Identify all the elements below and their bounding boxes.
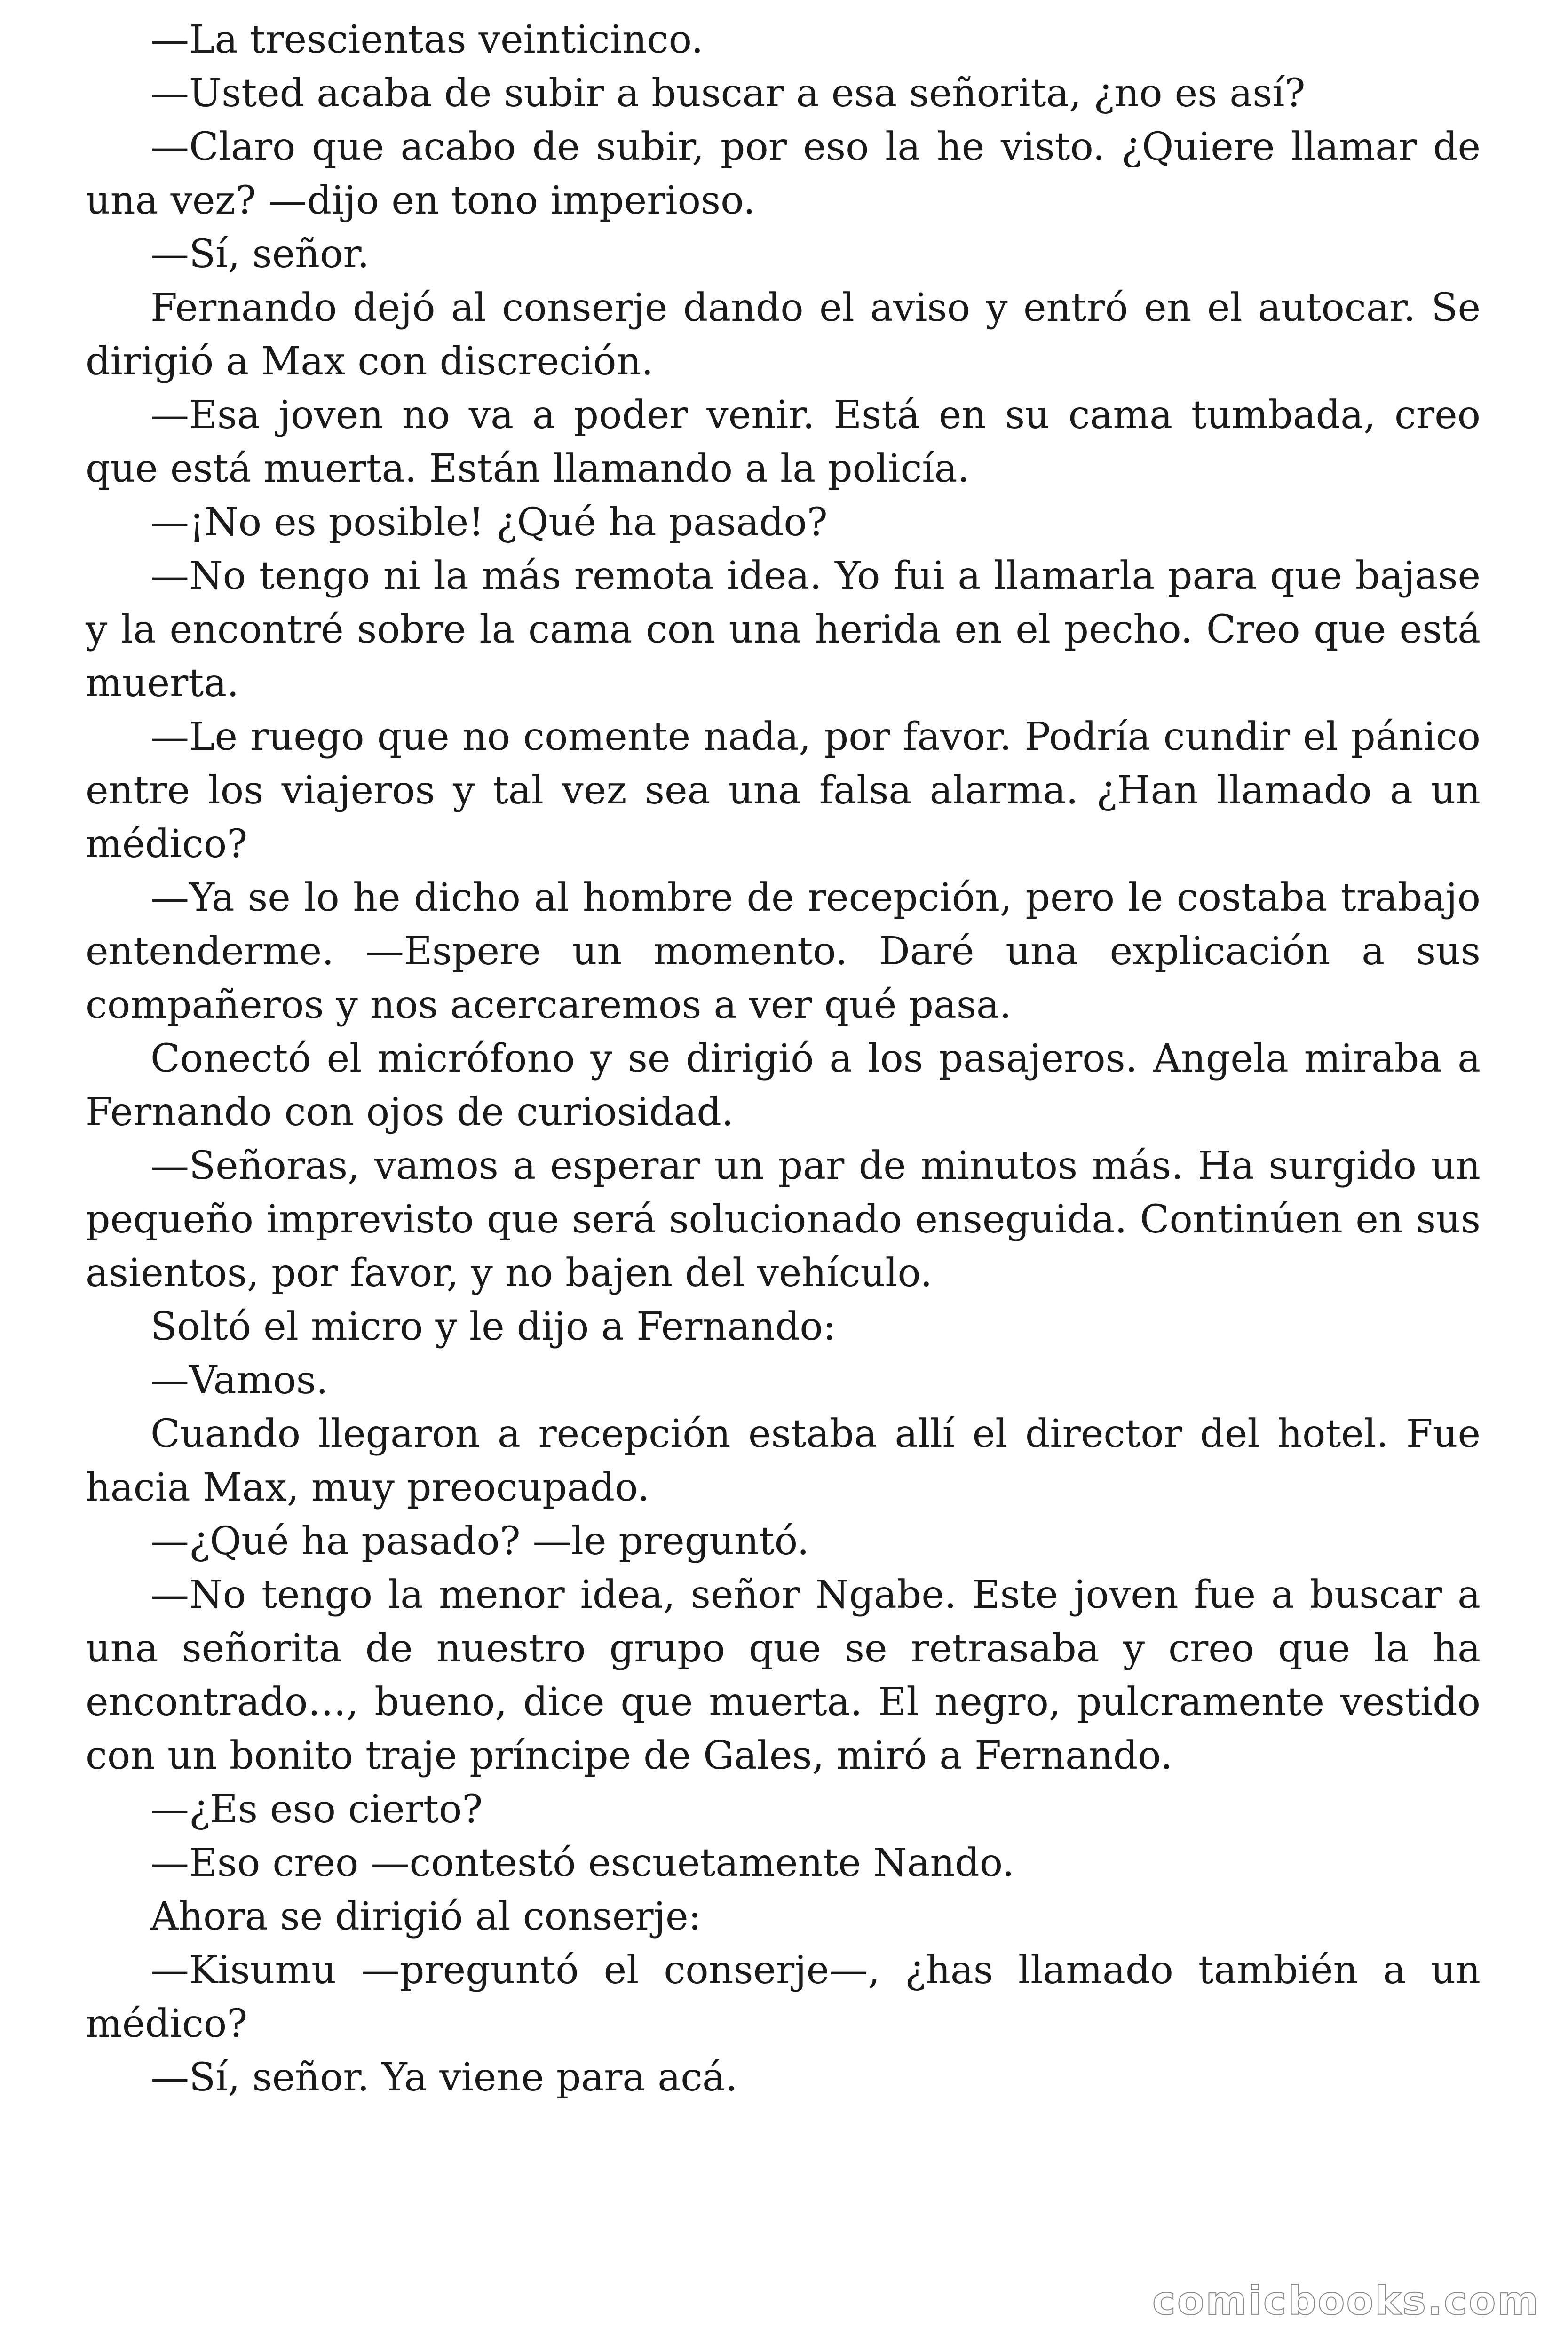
paragraph: —¿Es eso cierto? bbox=[150, 1787, 483, 1832]
paragraph: —Sí, señor. Ya viene para acá. bbox=[150, 2055, 738, 2100]
paragraph: Ahora se dirigió al conserje: bbox=[150, 1894, 702, 1939]
watermark: comicbooks.com bbox=[1152, 2278, 1540, 2324]
paragraph: —Vamos. bbox=[150, 1358, 328, 1403]
paragraph: —Usted acaba de subir a buscar a esa señorita, ¿no es así? bbox=[150, 71, 1306, 116]
paragraph: —Sí, señor. bbox=[150, 232, 370, 277]
paragraph: —No tengo la menor idea, señor Ngabe. Este joven fue a buscar a una señorita de nuestro grupo que se retrasaba y creo que la ha encontrado…, bueno, dice que muerta. El negro, pulcramente vestido con un bonito traje príncipe de Gales, miró a Fernando. bbox=[86, 1573, 1481, 1778]
paragraph: —¿Qué ha pasado? —le preguntó. bbox=[150, 1519, 809, 1564]
paragraph: Fernando dejó al conserje dando el aviso y entró en el autocar. Se dirigió a Max con discreción. bbox=[86, 286, 1481, 384]
paragraph: —Esa joven no va a poder venir. Está en su cama tumbada, creo que está muerta. Están llamando a la policía. bbox=[86, 393, 1481, 491]
paragraph: —Le ruego que no comente nada, por favor. Podría cundir el pánico entre los viajeros y tal vez sea una falsa alarma. ¿Han llamado a un médico? bbox=[86, 715, 1481, 866]
paragraph: —Ya se lo he dicho al hombre de recepción, pero le costaba trabajo entenderme. —Espere un momento. Daré una explicación a sus compañeros y nos acercaremos a ver qué pasa. bbox=[86, 875, 1481, 1027]
paragraph: —Kisumu —preguntó el conserje—, ¿has llamado también a un médico? bbox=[86, 1948, 1481, 2046]
body-text bbox=[86, 13, 1481, 2105]
paragraph: Soltó el micro y le dijo a Fernando: bbox=[150, 1304, 836, 1349]
paragraph: —¡No es posible! ¿Qué ha pasado? bbox=[150, 500, 828, 545]
paragraph: —Claro que acabo de subir, por eso la he visto. ¿Quiere llamar de una vez? —dijo en tono imperioso. bbox=[86, 125, 1481, 223]
paragraph: Cuando llegaron a recepción estaba allí el director del hotel. Fue hacia Max, muy preocupado. bbox=[86, 1412, 1481, 1510]
paragraph: —Eso creo —contestó escuetamente Nando. bbox=[150, 1841, 1014, 1885]
paragraph: —La trescientas veinticinco. bbox=[150, 17, 704, 62]
paragraph: —No tengo ni la más remota idea. Yo fui a llamarla para que bajase y la encontré sobre la cama con una herida en el pecho. Creo que está muerta. bbox=[86, 554, 1481, 706]
paragraph: Conectó el micrófono y se dirigió a los pasajeros. Angela miraba a Fernando con ojos de curiosidad. bbox=[86, 1036, 1481, 1135]
paragraph: —Señoras, vamos a esperar un par de minutos más. Ha surgido un pequeño imprevisto que será solucionado enseguida. Continúen en sus asientos, por favor, y no bajen del vehículo. bbox=[86, 1144, 1481, 1295]
